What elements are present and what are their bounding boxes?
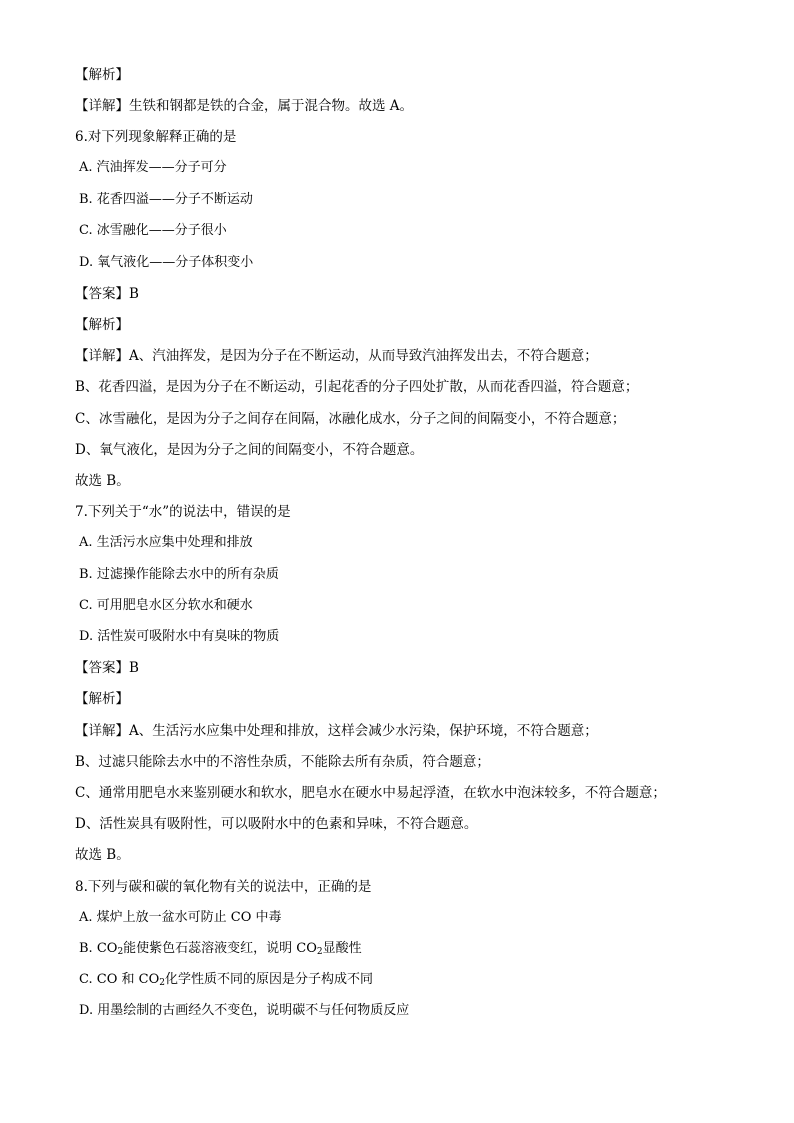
q7-detail-a: 【详解】A、生活污水应集中处理和排放，这样会减少水污染，保护环境，不符合题意； [75,723,598,739]
q7-detail-d: D、活性炭具有吸附性，可以吸附水中的色素和异味，不符合题意。 [75,816,478,832]
q8-option-c [79,971,754,989]
q6-option-c: C. 冰雪融化——分子很小 [79,223,227,238]
q6-option-d: D. 氧气液化——分子体积变小 [79,255,254,270]
q8-option-c-part2: 化学性质不同的原因是分子构成不同 [164,972,373,987]
q6-option-a: A. 汽油挥发——分子可分 [79,160,227,175]
q5-analysis-label: 【解析】 [75,67,129,83]
q7-answer: 【答案】B [75,660,139,676]
q8-option-b-sub1: 2 [117,947,124,957]
q7-conclusion: 故选 B。 [75,847,130,863]
q8-option-c-part1: C. CO 和 CO [79,972,160,987]
q8-option-c-sub1: 2 [159,978,165,988]
q7-analysis-label: 【解析】 [75,691,129,707]
q8-option-a: A. 煤炉上放一盆水可防止 CO 中毒 [79,910,282,925]
q6-detail-b: B、花香四溢，是因为分子在不断运动，引起花香的分子四处扩散，从而花香四溢，符合题意； [75,379,639,395]
q5-detail: 【详解】生铁和钢都是铁的合金，属于混合物。故选 A。 [75,98,414,114]
q8-option-b-part3: 显酸性 [322,941,362,956]
q6-detail-a: 【详解】A、汽油挥发，是因为分子在不断运动，从而导致汽油挥发出去，不符合题意； [75,348,598,364]
q6-conclusion: 故选 B。 [75,473,130,489]
q8-option-b-part1: B. CO [79,941,118,956]
q6-detail-d: D、氧气液化，是因为分子之间的间隔变小，不符合题意。 [75,442,424,458]
q6-answer: 【答案】B [75,286,139,302]
q6-detail-c: C、冰雪融化，是因为分子之间存在间隔，冰融化成水，分子之间的间隔变小，不符合题意； [75,411,626,427]
q7-detail-c: C、通常用肥皂水来鉴别硬水和软水，肥皂水在硬水中易起浮渣，在软水中泡沫较多，不符合题意； [75,785,666,801]
q8-option-d: D. 用墨绘制的古画经久不变色，说明碳不与任何物质反应 [79,1003,410,1018]
q6-stem: 6.对下列现象解释正确的是 [75,129,237,145]
q7-option-a: A. 生活污水应集中处理和排放 [79,535,253,550]
q8-option-b [79,940,754,958]
q6-option-b: B. 花香四溢——分子不断运动 [79,192,253,207]
q7-detail-b: B、过滤只能除去水中的不溶性杂质，不能除去所有杂质，符合题意； [75,754,490,770]
q8-option-b-sub2: 2 [316,947,323,957]
q8-stem: 8.下列与碳和碳的氧化物有关的说法中，正确的是 [75,879,372,895]
q7-option-b: B. 过滤操作能除去水中的所有杂质 [79,567,279,582]
q8-option-b-part2: 能使紫色石蕊溶液变红，说明 CO [123,941,317,956]
q7-option-c: C. 可用肥皂水区分软水和硬水 [79,598,253,613]
q7-stem: 7.下列关于“水”的说法中，错误的是 [75,504,291,520]
q6-analysis-label: 【解析】 [75,317,129,333]
q7-option-d: D. 活性炭可吸附水中有臭味的物质 [79,629,280,644]
